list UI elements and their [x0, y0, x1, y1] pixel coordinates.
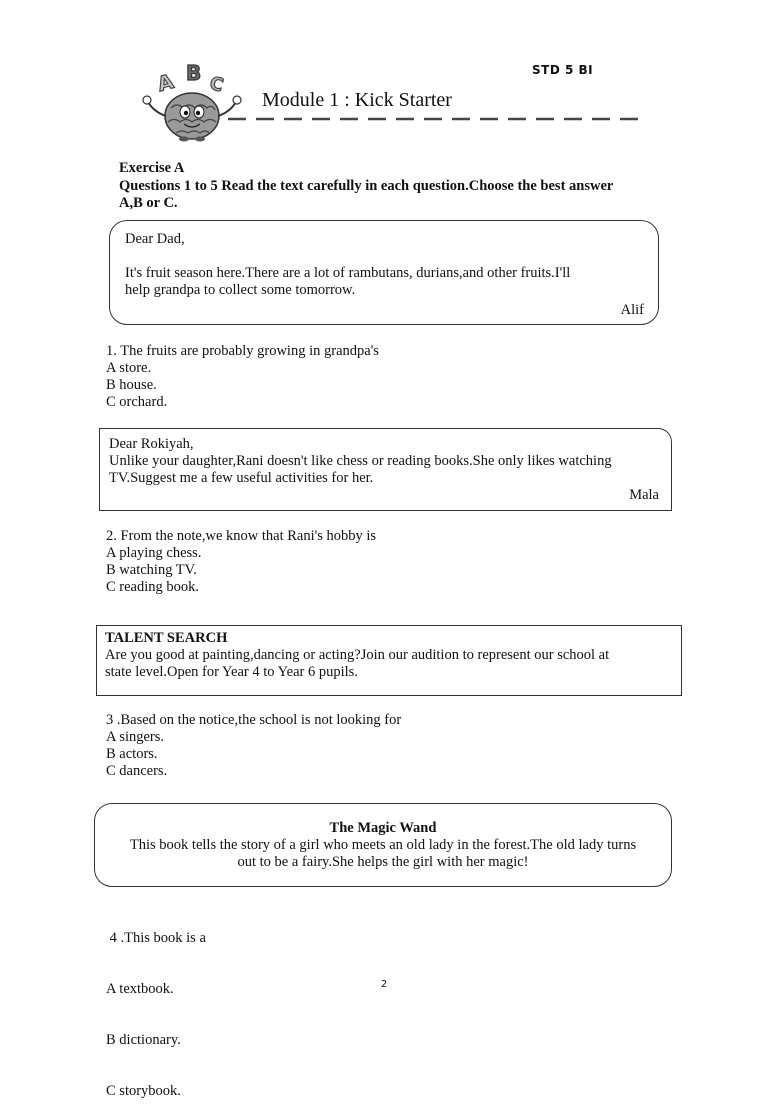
question3-stem: 3 .Based on the notice,the school is not looking for — [106, 712, 402, 728]
passage1-line1: It's fruit season here.There are a lot of rambutans, durians,and other fruits.I'll — [125, 265, 571, 281]
passage3-line2: state level.Open for Year 4 to Year 6 pupils. — [105, 664, 358, 680]
question-3 — [106, 712, 401, 780]
mascot-letter-b: B — [186, 61, 202, 85]
passage2-line2: TV.Suggest me a few useful activities for her. — [109, 470, 374, 486]
exercise-instruction-line2: A,B or C. — [119, 195, 178, 211]
passage4-title: The Magic Wand — [329, 820, 437, 836]
passage3-title: TALENT SEARCH — [105, 630, 228, 646]
question2-option-b: B watching TV. — [106, 562, 197, 578]
exercise-heading — [119, 160, 659, 213]
brain-mascot-icon — [138, 60, 250, 142]
class-label: STD 5 BI — [532, 63, 594, 77]
question4-option-b: B dictionary. — [106, 1032, 181, 1048]
question2-option-a: A playing chess. — [106, 545, 202, 561]
mascot-letter-a: A — [154, 68, 177, 97]
exercise-title: Exercise A — [119, 160, 185, 176]
question-1 — [106, 343, 379, 411]
passage-box-2 — [99, 428, 672, 511]
passage-box-4 — [94, 803, 672, 887]
question1-option-b: B house. — [106, 377, 157, 393]
passage2-signature: Mala — [629, 487, 659, 503]
passage2-greeting: Dear Rokiyah, — [109, 436, 194, 452]
question2-stem: 2. From the note,we know that Rani's hobby is — [106, 528, 377, 544]
question4-option-a: A textbook. — [106, 981, 174, 997]
question1-option-a: A store. — [106, 360, 152, 376]
question4-option-c: C storybook. — [106, 1083, 181, 1099]
question4-stem: 4 .This book is a — [106, 930, 206, 946]
exercise-instruction-line1: Questions 1 to 5 Read the text carefully in each question.Choose the best answer — [119, 177, 614, 194]
passage1-line2: help grandpa to collect some tomorrow. — [125, 282, 356, 298]
passage1-signature: Alif — [620, 302, 644, 318]
question-2 — [106, 528, 376, 596]
module-title: Module 1 : Kick Starter — [262, 89, 452, 111]
page-number: 2 — [380, 979, 388, 990]
passage3-line1: Are you good at painting,dancing or acting?Join our audition to represent our school at — [105, 647, 610, 663]
question-4 — [106, 896, 206, 1117]
mascot-letter-c: C — [207, 72, 226, 97]
question3-option-a: A singers. — [106, 729, 164, 745]
passage-box-3 — [96, 625, 682, 696]
question1-stem: 1. The fruits are probably growing in grandpa's — [106, 343, 379, 359]
passage4-line1: This book tells the story of a girl who meets an old lady in the forest.The old lady turns — [129, 837, 637, 853]
title-underline-divider — [228, 114, 640, 124]
question3-option-b: B actors. — [106, 746, 158, 762]
passage4-line2: out to be a fairy.She helps the girl with her magic! — [237, 854, 529, 870]
question3-option-c: C dancers. — [106, 763, 168, 779]
passage1-greeting: Dear Dad, — [125, 231, 185, 247]
passage2-line1: Unlike your daughter,Rani doesn't like chess or reading books.She only likes watching — [109, 453, 612, 469]
question1-option-c: C orchard. — [106, 394, 168, 410]
question2-option-c: C reading book. — [106, 579, 200, 595]
passage-box-1 — [109, 220, 659, 325]
